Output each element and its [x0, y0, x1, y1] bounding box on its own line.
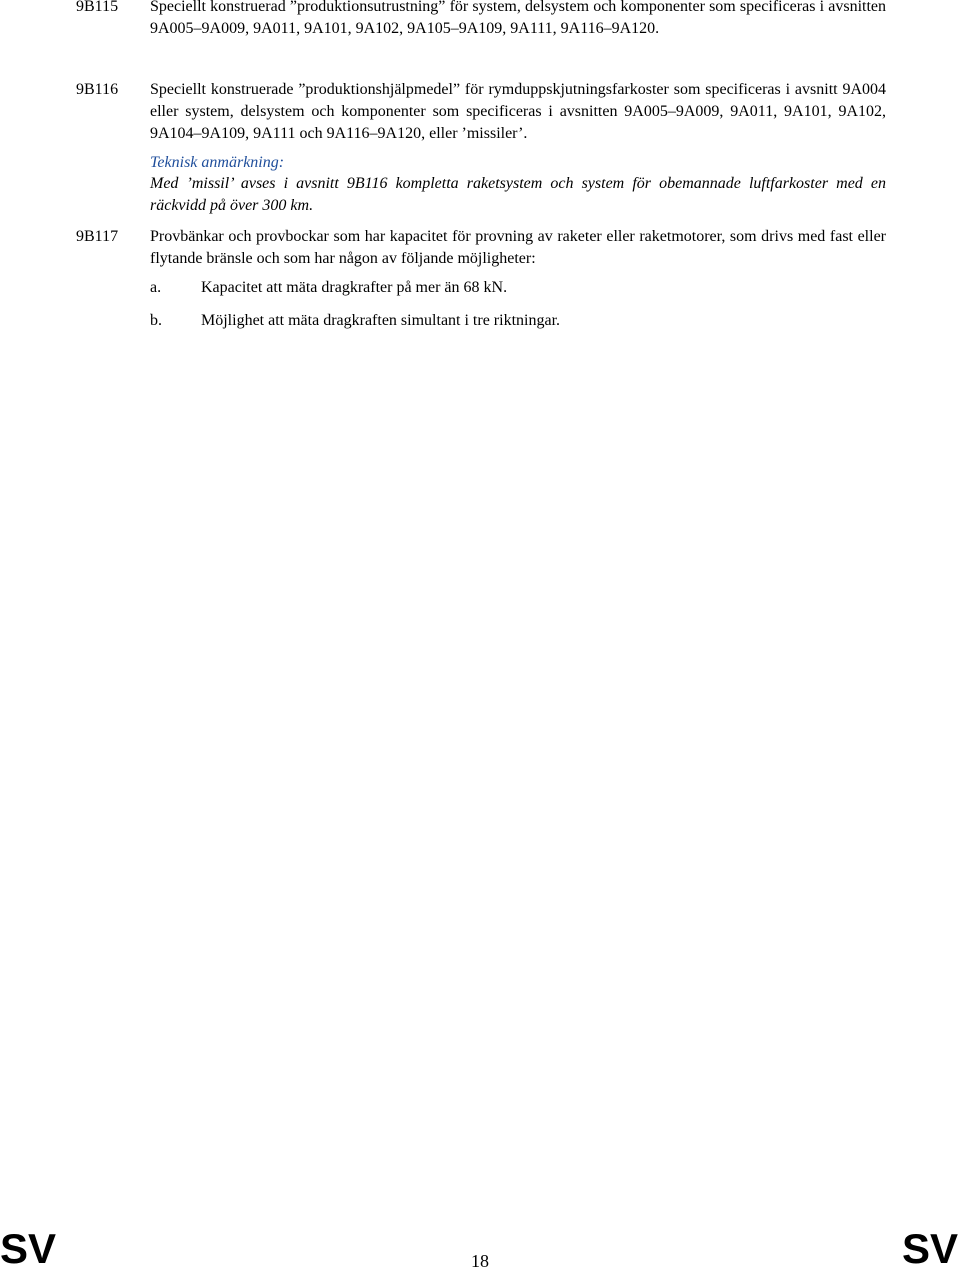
entry-code-9b117: 9B117 [76, 228, 119, 245]
page-number: 18 [471, 1251, 489, 1271]
entry-code-9b116: 9B116 [76, 81, 119, 98]
entry-text-9b116: Speciellt konstruerade ”produktionshjälpmedel” för rymduppskjutningsfarkoster som specificeras i avsnitt 9A004 eller system, delsystem och komponenter som specificeras i avsnitten 9A005–9A009, 9A011, 9A101, 9A102, 9A104–9A109, 9A111 och 9A116–9A120, eller ’missiler’. [150, 81, 886, 142]
list-item-text-b: Möjlighet att mäta dragkraften simultant i tre riktningar. [201, 312, 561, 329]
list-item-text-a: Kapacitet att mäta dragkrafter på mer än 68 kN. [201, 279, 508, 296]
footer-language-left: SV [0, 1225, 57, 1272]
technical-note-heading: Teknisk anmärkning: [150, 154, 285, 171]
list-item-label-a: a. [150, 279, 162, 296]
technical-note-text: Med ’missil’ avses i avsnitt 9B116 kompletta raketsystem och system för obemannade luftfarkoster med en räckvidd på över 300 km. [150, 175, 886, 214]
list-item-label-b: b. [150, 312, 162, 329]
entry-text-9b115: Speciellt konstruerad ”produktionsutrustning” för system, delsystem och komponenter som specificeras i avsnitten 9A005–9A009, 9A011, 9A101, 9A102, 9A105–9A109, 9A111, 9A116–9A120. [150, 0, 886, 37]
entry-code-9b115: 9B115 [76, 0, 119, 15]
footer-language-right: SV [901, 1225, 958, 1272]
entry-text-9b117: Provbänkar och provbockar som har kapacitet för provning av raketer eller raketmotorer, som drivs med fast eller flytande bränsle och som har någon av följande möjligheter: [150, 228, 886, 267]
